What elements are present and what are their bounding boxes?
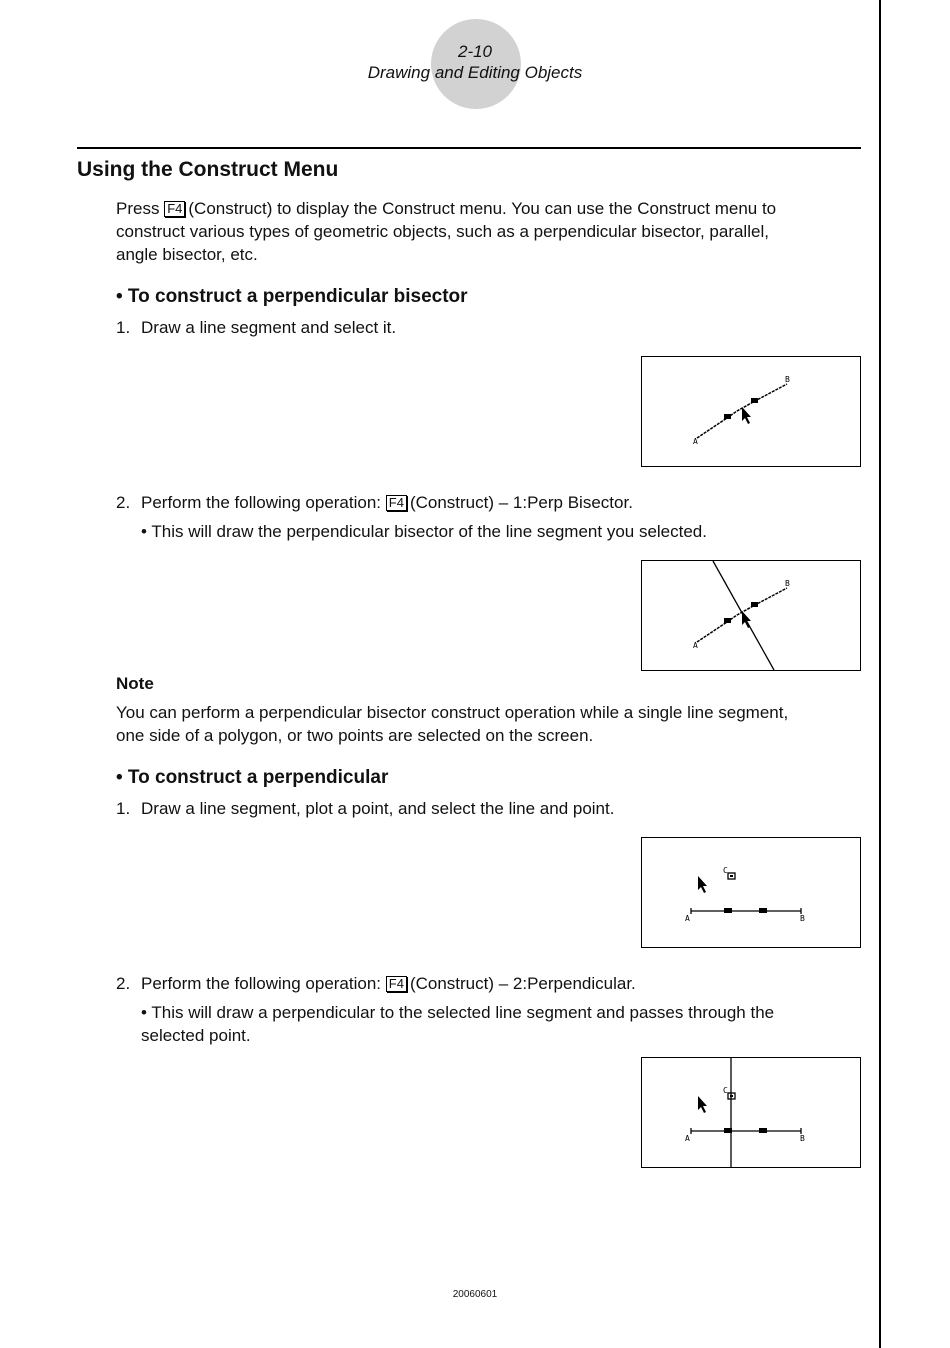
point-a-label: A <box>685 1134 690 1143</box>
intro-paragraph <box>116 197 846 266</box>
perp-bisector-heading: • To construct a perpendicular bisector <box>116 286 468 307</box>
note-line-1: You can perform a perpendicular bisector construct operation while a single line segment, <box>116 703 789 722</box>
f4-key-icon: F4 <box>164 201 185 217</box>
perpendicular-step-1: 1. Draw a line segment, plot a point, and select the line and point. <box>116 799 615 818</box>
point-c-label: C <box>723 1086 728 1095</box>
point-a-label: A <box>693 437 698 446</box>
calculator-screen-line-and-point <box>641 837 861 948</box>
intro-line-1: Press F4 (Construct) to display the Construct menu. You can use the Construct menu to <box>116 199 777 218</box>
calculator-screen-perpendicular <box>641 1057 861 1168</box>
perp-bisector-step-1: 1. Draw a line segment and select it. <box>116 318 397 337</box>
intro-line-3: angle bisector, etc. <box>116 245 258 264</box>
point-c-label: C <box>723 866 728 875</box>
point-b-label: B <box>800 914 805 923</box>
page-number: 2-10 <box>457 42 493 61</box>
perp-bisector-note-bullet: • This will draw the perpendicular bisector of the line segment you selected. <box>141 522 707 541</box>
note-paragraph <box>116 701 846 747</box>
intro-line-2: construct various types of geometric objects, such as a perpendicular bisector, parallel, <box>116 222 769 241</box>
note-heading: Note <box>116 674 154 693</box>
perpendicular-note-bullet: • This will draw a perpendicular to the selected line segment and passes through the selected point. <box>141 1003 775 1045</box>
point-b-label: B <box>800 1134 805 1143</box>
f4-key-icon: F4 <box>386 976 407 992</box>
f4-key-icon: F4 <box>386 495 407 511</box>
calculator-screen-perp-bisector <box>641 560 861 671</box>
footer-code: 20060601 <box>452 1289 498 1300</box>
point-a-label: A <box>685 914 690 923</box>
point-b-label: B <box>785 579 790 588</box>
section-divider <box>77 147 861 149</box>
right-margin-rule <box>879 0 881 1348</box>
chapter-title: Drawing and Editing Objects <box>367 63 583 82</box>
perpendicular-heading: • To construct a perpendicular <box>116 767 389 788</box>
perpendicular-step-2: 2. Perform the following operation: F4 (Construct) – 2:Perpendicular. <box>116 974 636 993</box>
calculator-screen-segment-selected <box>641 356 861 467</box>
section-title: Using the Construct Menu <box>77 158 339 181</box>
point-a-label: A <box>693 641 698 650</box>
perp-bisector-step-2: 2. Perform the following operation: F4 (Construct) – 1:Perp Bisector. <box>116 493 633 512</box>
note-line-2: one side of a polygon, or two points are selected on the screen. <box>116 726 594 745</box>
point-b-label: B <box>785 375 790 384</box>
